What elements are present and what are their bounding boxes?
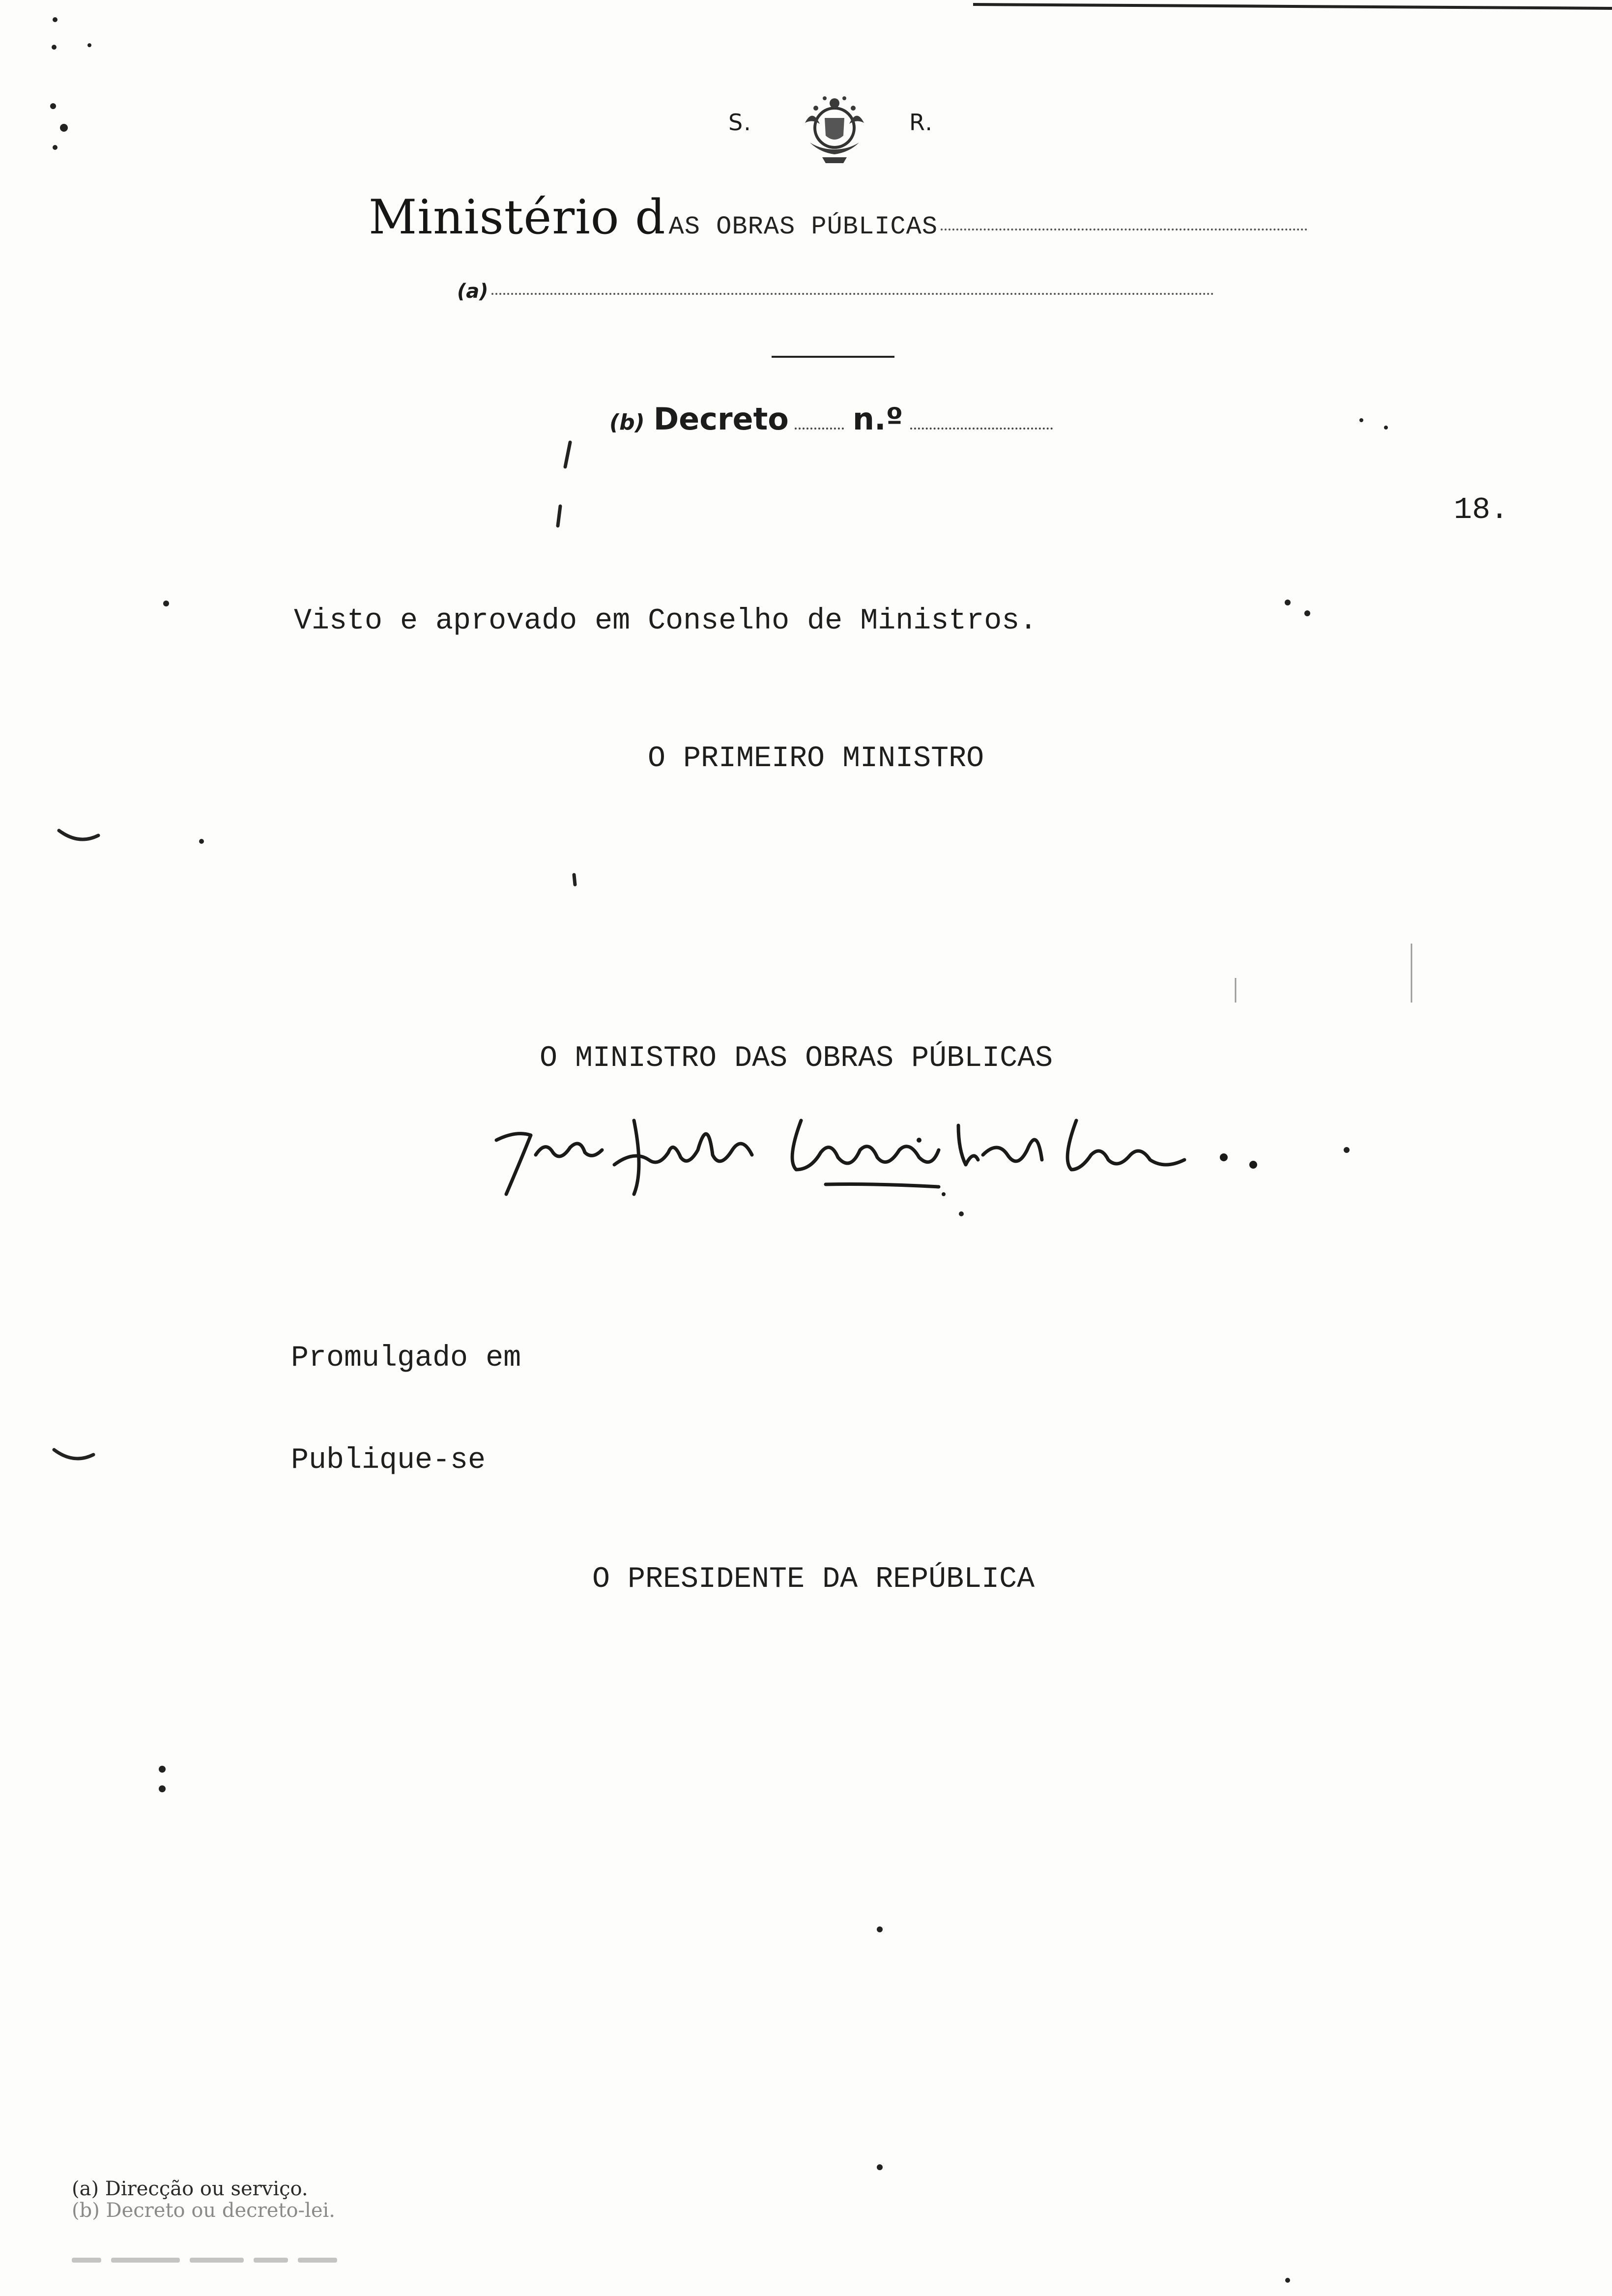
approval-statement: Visto e aprovado em Conselho de Ministros. — [294, 604, 1037, 638]
top-edge-rule — [973, 3, 1612, 10]
coat-of-arms-seal — [785, 88, 884, 167]
first-minister-title: O PRIMEIRO MINISTRO — [648, 742, 984, 775]
printer-imprint-smudge — [72, 2253, 416, 2271]
emblem-right-letter: R. — [909, 109, 933, 136]
ministry-line — [369, 190, 1307, 245]
decree-label: Decreto — [653, 401, 789, 437]
promulgated-date-label: Promulgado em — [291, 1342, 521, 1375]
emblem-left-letter: S. — [728, 109, 752, 136]
footnote-a: (a) Direcção ou serviço. — [72, 2178, 308, 2200]
header-divider — [772, 356, 894, 358]
field-a-dotted-line — [491, 293, 1214, 295]
handwritten-signature — [487, 1096, 1273, 1214]
decree-type-dotted-line — [795, 428, 844, 430]
decree-line — [609, 401, 1053, 437]
ministry-label: Ministério d — [369, 190, 666, 245]
decree-number-label: n.º — [852, 401, 903, 437]
footnotes — [72, 2178, 335, 2221]
publish-order: Publique-se — [291, 1444, 486, 1477]
ministry-name-field: AS OBRAS PÚBLICAS — [668, 212, 938, 241]
direction-field-line — [457, 280, 1214, 303]
field-b-label: (b) — [609, 410, 645, 435]
ministry-dotted-line — [941, 229, 1307, 230]
field-a-label: (a) — [457, 280, 489, 303]
page-number: 18. — [1454, 492, 1509, 527]
decree-number-dotted-line — [910, 428, 1053, 430]
footnote-b: (b) Decreto ou decreto-lei. — [72, 2199, 336, 2222]
president-title: O PRESIDENTE DA REPÚBLICA — [592, 1563, 1035, 1596]
public-works-minister-title: O MINISTRO DAS OBRAS PÚBLICAS — [540, 1042, 1053, 1075]
